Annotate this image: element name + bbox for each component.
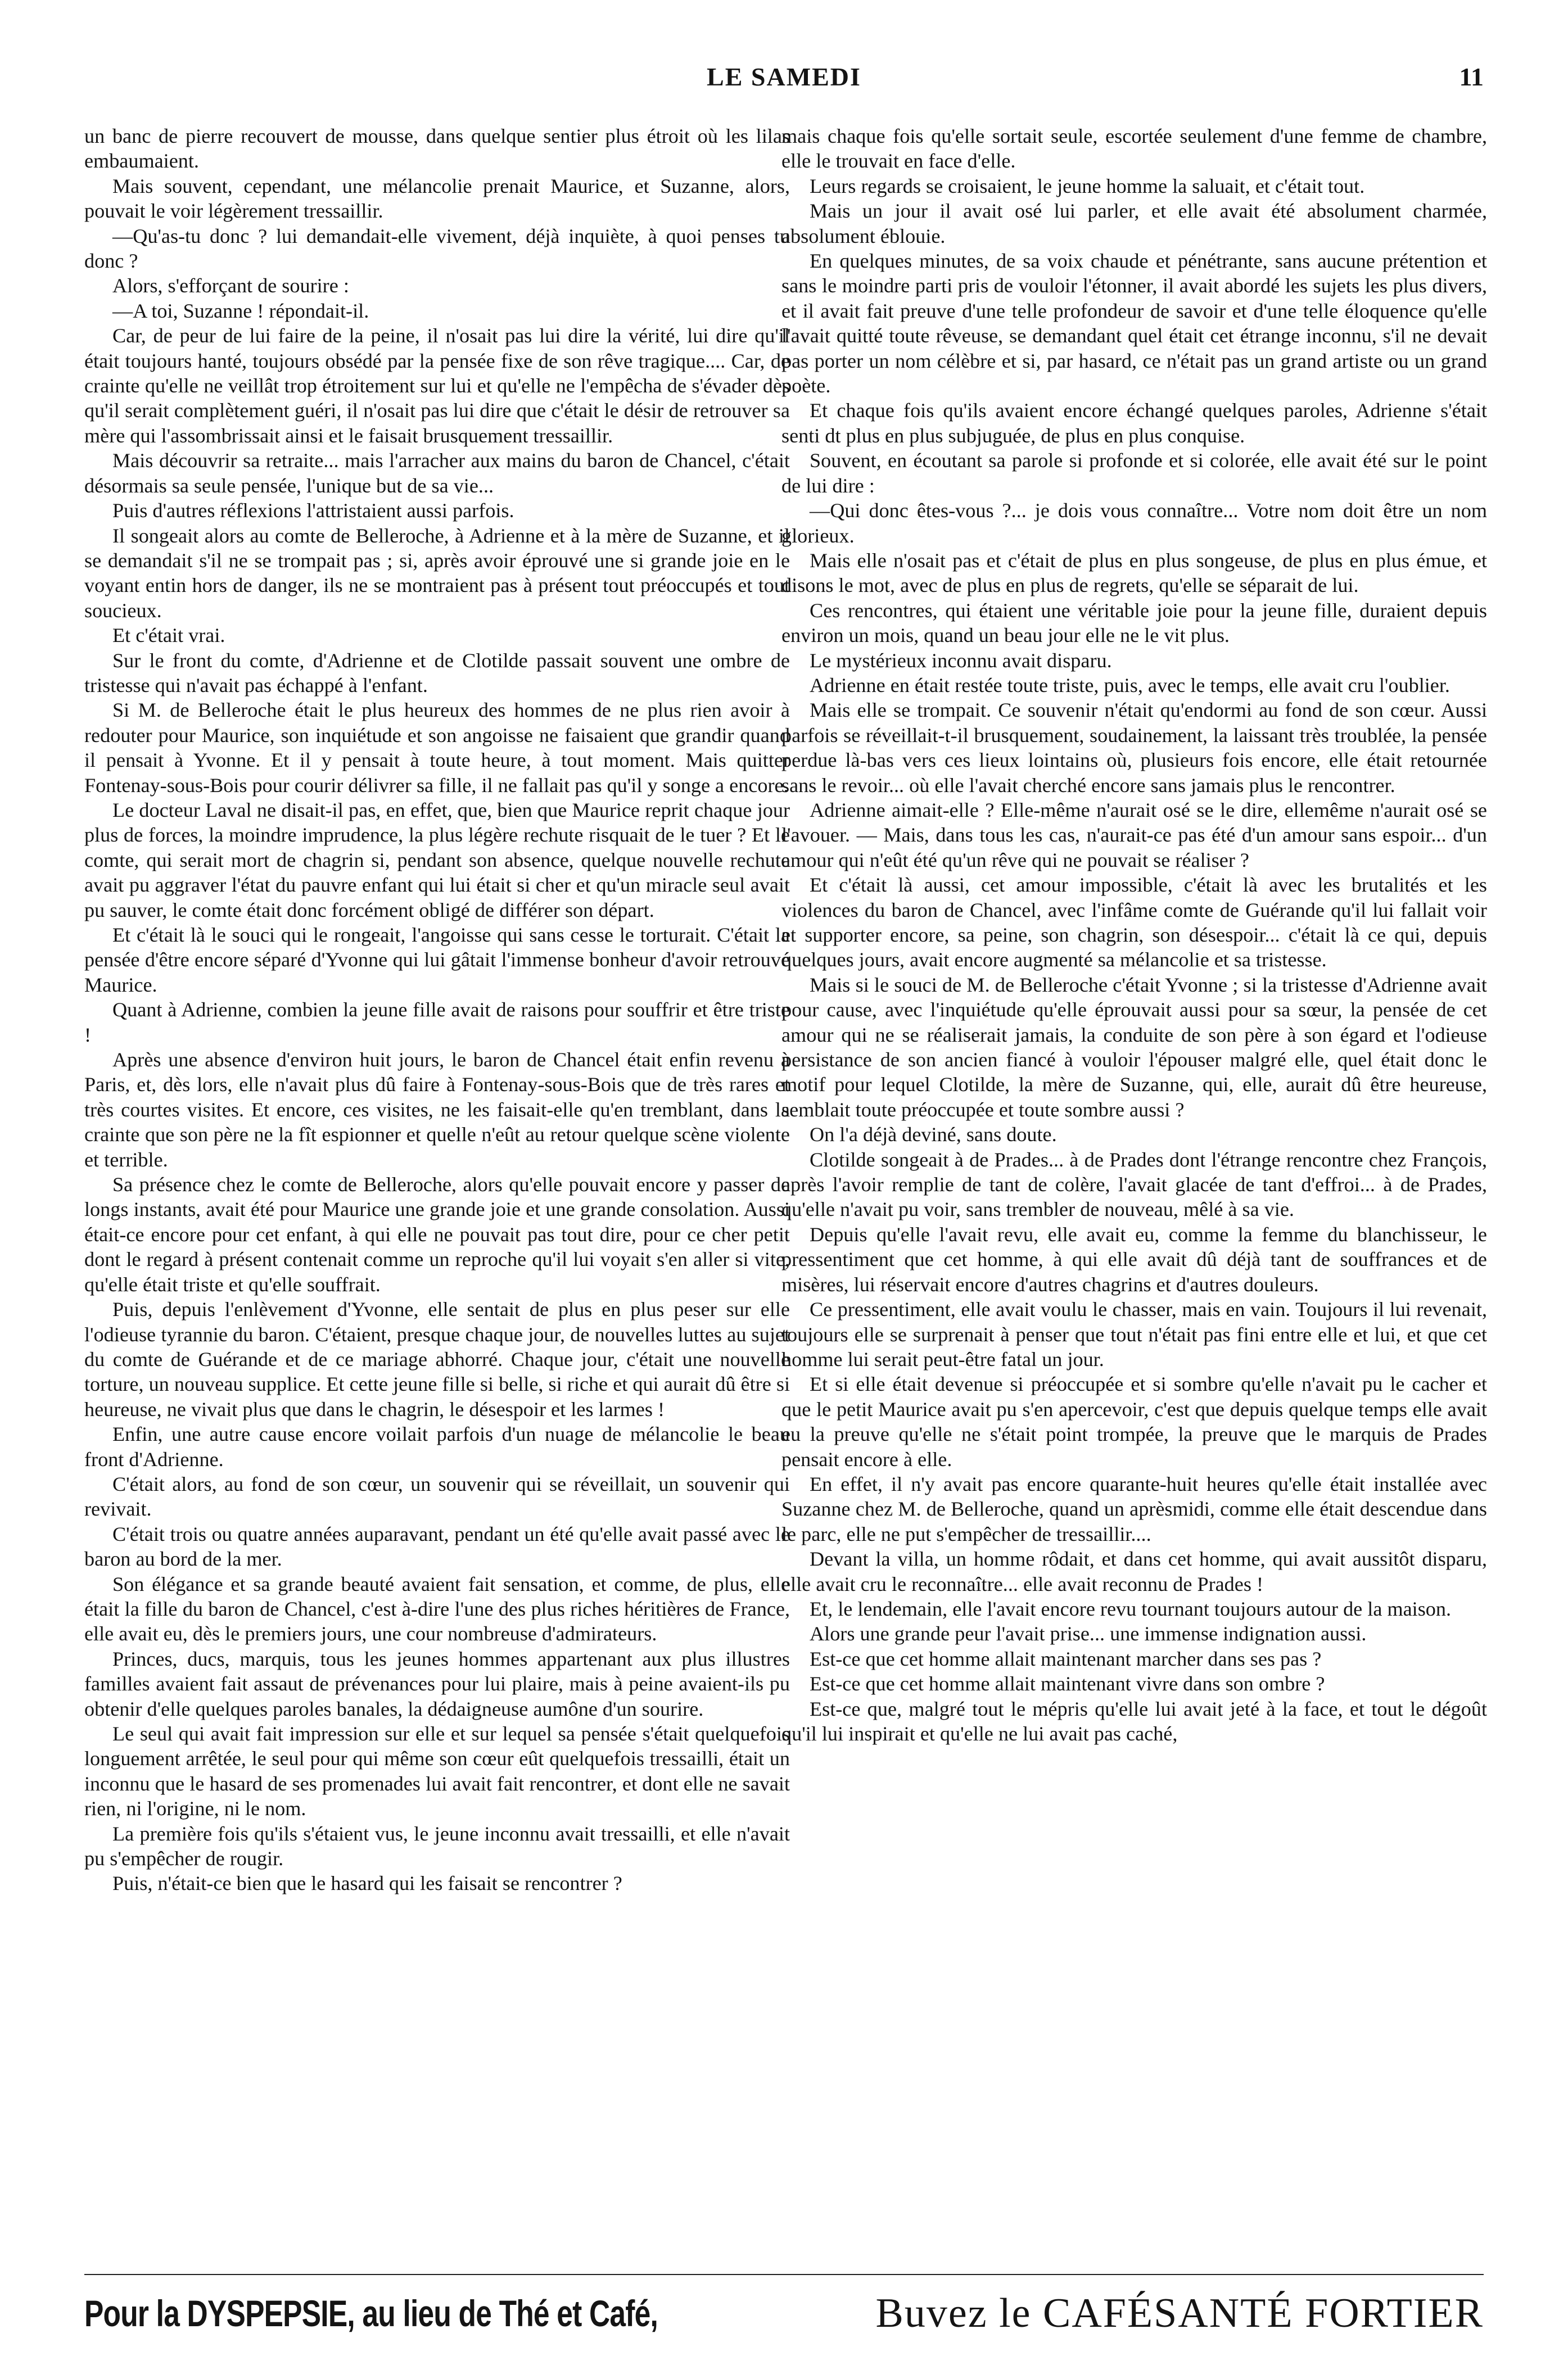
right-column-paragraph: Est-ce que cet homme allait maintenant vivre dans son ombre ?	[810, 1672, 1325, 1695]
left-column-paragraph: Sur le front du comte, d'Adrienne et de Clotilde passait souvent une ombre de tristesse qui n'avait pas échappé à l'enfant.	[84, 649, 790, 697]
right-column-paragraph: Et si elle était devenue si préoccupée et si sombre qu'elle n'avait pu le cacher et que le petit Maurice avait pu s'en apercevoir, c'est que depuis quelque temps elle avait eu la preuve qu'elle ne s'était point trompée, la preuve que le marquis de Prades pensait encore à elle.	[781, 1373, 1487, 1471]
right-column-paragraph: Mais elle n'osait pas et c'était de plus en plus songeuse, de plus en plus émue, et disons le mot, avec de plus en plus de regrets, qu'elle se séparait de lui.	[781, 549, 1487, 597]
left-column-paragraph: Puis d'autres réflexions l'attristaient aussi parfois.	[112, 499, 514, 522]
left-column-paragraph: —A toi, Suzanne ! répondait-il.	[112, 299, 369, 322]
left-column-paragraph: Sa présence chez le comte de Belleroche, alors qu'elle pouvait encore y passer de longs instants, avait été pour Maurice une grande joie et une grande consolation. Aussi était-ce encore pour cet enfant, à qui elle ne pouvait pas tout dire, pour ce cher petit dont le regard à présent contenait comme un reproche qu'il lui voyait s'en aller si vite, qu'elle était triste et qu'elle souffrait.	[84, 1173, 790, 1296]
left-column-paragraph: Puis, n'était-ce bien que le hasard qui les faisait se rencontrer ?	[112, 1872, 622, 1895]
right-column-paragraph: Adrienne aimait-elle ? Elle-même n'aurait osé se le dire, ellemême n'aurait osé se l'avouer. — Mais, dans tous les cas, n'aurait-ce pas été d'un amour sans espoir... d'un amour qui n'eût été qu'un rêve qui ne pouvait se réaliser ?	[781, 798, 1487, 871]
right-column-paragraph: Ces rencontres, qui étaient une véritable joie pour la jeune fille, duraient depuis environ un mois, quand un beau jour elle ne le vit plus.	[781, 599, 1487, 647]
left-column-paragraph: C'était alors, au fond de son cœur, un souvenir qui se réveillait, un souvenir qui revivait.	[84, 1472, 790, 1521]
left-column-paragraph: Et c'était vrai.	[112, 624, 225, 647]
right-column-paragraph: Et chaque fois qu'ils avaient encore échangé quelques paroles, Adrienne s'était senti dt plus en plus subjuguée, de plus en plus conquise.	[781, 399, 1487, 447]
right-column-paragraph: Mais si le souci de M. de Belleroche c'était Yvonne ; si la tristesse d'Adrienne avait pour cause, avec l'inquiétude qu'elle éprouvait aussi pour sa sœur, la pensée de cet amour qui ne se réaliserait jamais, la conduite de son père à son égard et l'odieuse persistance de son ancien fiancé à vouloir l'épouser malgré elle, quel était donc le motif pour lequel Clotilde, la mère de Suzanne, qui, elle, aurait dû être heureuse, semblait toute préoccupée et toute sombre aussi ?	[781, 973, 1487, 1121]
newspaper-title: LE SAMEDI	[707, 62, 861, 91]
right-column	[781, 124, 1487, 2243]
left-column-paragraph: Son élégance et sa grande beauté avaient fait sensation, et comme, de plus, elle était la fille du baron de Chancel, c'est à-dire l'une des plus riches héritières de France, elle avait eu, dès le premiers jours, une cour nombreuse d'admirateurs.	[84, 1572, 790, 1645]
right-column-paragraph: mais chaque fois qu'elle sortait seule, escortée seulement d'une femme de chambre, elle le trouvait en face d'elle.	[781, 125, 1487, 173]
ad-text-cafesante: Buvez le CAFÉSANTÉ FORTIER	[875, 2290, 1484, 2336]
right-column-paragraph: Mais un jour il avait osé lui parler, et elle avait été absolument charmée, absolument éblouie.	[781, 200, 1487, 247]
left-column-paragraph: un banc de pierre recouvert de mousse, dans quelque sentier plus étroit où les lilas embaumaient.	[84, 125, 790, 173]
right-column-paragraph: —Qui donc êtes-vous ?... je dois vous connaître... Votre nom doit être un nom glorieux.	[781, 499, 1487, 547]
right-column-paragraph: Devant la villa, un homme rôdait, et dans cet homme, qui avait aussitôt disparu, elle avait cru le reconnaître... elle avait reconnu de Prades !	[781, 1548, 1487, 1595]
left-column-paragraph: Mais souvent, cependant, une mélancolie prenait Maurice, et Suzanne, alors, pouvait le voir légèrement tressaillir.	[84, 174, 790, 223]
right-column-paragraph: Le mystérieux inconnu avait disparu.	[810, 649, 1112, 672]
right-column-paragraph: Ce pressentiment, elle avait voulu le chasser, mais en vain. Toujours il lui revenait, toujours elle se surprenait à penser que tout n'était pas fini entre elle et lui, et que cet homme lui serait peut-être fatal un jour.	[781, 1298, 1487, 1371]
separator-rule	[84, 2274, 1484, 2275]
left-column-paragraph: Princes, ducs, marquis, tous les jeunes hommes appartenant aux plus illustres familles avaient fait assaut de prévenances pour lui plaire, mais à peine avaient-ils pu obtenir d'elle quelques paroles banales, la dédaigneuse aumône d'un sourire.	[84, 1647, 790, 1720]
left-column-paragraph: Mais découvrir sa retraite... mais l'arracher aux mains du baron de Chancel, c'était désormais sa seule pensée, l'unique but de sa vie...	[84, 449, 790, 497]
left-column-paragraph: Quant à Adrienne, combien la jeune fille avait de raisons pour souffrir et être triste !	[84, 998, 790, 1046]
right-column-paragraph: Et c'était là aussi, cet amour impossible, c'était là avec les brutalités et les violences du baron de Chancel, avec l'infâme comte de Guérande qu'il lui fallait voir et supporter encore, sa peine, son chagrin, son désespoir... c'était là ce qui, depuis quelques jours, avait encore augmenté sa mélancolie et sa tristesse.	[781, 874, 1487, 971]
right-column-paragraph: Souvent, en écoutant sa parole si profonde et si colorée, elle avait été sur le point de lui dire :	[781, 449, 1487, 497]
right-column-paragraph: Clotilde songeait à de Prades... à de Prades dont l'étrange rencontre chez François, après l'avoir remplie de tant de colère, l'avait glacée de tant d'effroi... à de Prades, qu'elle n'avait pu voir, sans trembler de nouveau, mêlé à sa vie.	[781, 1148, 1487, 1221]
left-column-paragraph: Et c'était là le souci qui le rongeait, l'angoisse qui sans cesse le torturait. C'était la pensée d'être encore séparé d'Yvonne qui lui gâtait l'immense bonheur d'avoir retrouvé Maurice.	[84, 924, 790, 996]
page-number: 11	[1459, 62, 1484, 91]
right-column-paragraph: Leurs regards se croisaient, le jeune homme la saluait, et c'était tout.	[810, 174, 1365, 197]
right-column-paragraph: On l'a déjà deviné, sans doute.	[810, 1123, 1057, 1146]
ad-text-dyspepsie: Pour la DYSPEPSIE, au lieu de Thé et Café,	[84, 2292, 658, 2334]
right-column-paragraph: Alors une grande peur l'avait prise... une immense indignation aussi.	[810, 1622, 1367, 1645]
left-column-paragraph: Car, de peur de lui faire de la peine, il n'osait pas lui dire la vérité, lui dire qu'il était toujours hanté, toujours obsédé par la pensée fixe de son rêve tragique.... Car, de crainte qu'elle ne veillât trop étroitement sur lui et qu'elle ne l'empêcha de s'évader dès qu'il serait complètement guéri, il n'osait pas lui dire que c'était le désir de retrouver sa mère qui l'assombrissait ainsi et le faisait brusquement tressaillir.	[84, 324, 790, 447]
right-column-paragraph: Depuis qu'elle l'avait revu, elle avait eu, comme la femme du blanchisseur, le pressentiment que cet homme, à qui elle avait dû déjà tant de souffrances et de misères, lui réservait encore d'autres chagrins et d'autres douleurs.	[781, 1223, 1487, 1296]
right-column-paragraph: Adrienne en était restée toute triste, puis, avec le temps, elle avait cru l'oublier.	[810, 673, 1450, 697]
right-column-paragraph: Est-ce que, malgré tout le mépris qu'elle lui avait jeté à la face, et tout le dégoût qu'il lui inspirait et qu'elle ne lui avait pas caché,	[781, 1697, 1487, 1745]
left-column-paragraph: Le docteur Laval ne disait-il pas, en effet, que, bien que Maurice reprit chaque jour plus de forces, la moindre imprudence, la plus légère rechute risquait de le tuer ? Et le comte, qui serait mort de chagrin si, pendant son absence, quelque nouvelle rechute avait pu aggraver l'état du pauvre enfant qui lui était si cher et qu'un miracle seul avait pu sauver, le comte était donc forcément obligé de différer son départ.	[84, 798, 790, 921]
advertisement-banner	[84, 2282, 1484, 2344]
right-column-paragraph: Et, le lendemain, elle l'avait encore revu tournant toujours autour de la maison.	[810, 1597, 1452, 1620]
left-column-paragraph: C'était trois ou quatre années auparavant, pendant un été qu'elle avait passé avec le baron au bord de la mer.	[84, 1522, 790, 1571]
left-column-paragraph: La première fois qu'ils s'étaient vus, le jeune inconnu avait tressailli, et elle n'avait pu s'empêcher de rougir.	[84, 1822, 790, 1870]
left-column-paragraph: Le seul qui avait fait impression sur elle et sur lequel sa pensée s'était quelquefois longuement arrêtée, le seul pour qui même son cœur eût quelquefois tressailli, était un inconnu que le hasard de ses promenades lui avait fait rencontrer, et dont elle ne savait rien, ni l'origine, ni le nom.	[84, 1722, 790, 1820]
right-column-paragraph: Mais elle se trompait. Ce souvenir n'était qu'endormi au fond de son cœur. Aussi parfois se réveillait-t-il brusquement, soudainement, la laissant très troublée, la pensée perdue là-bas vers ces lieux lointains où, plusieurs fois encore, elle était retournée sans le revoir... où elle l'avait cherché encore sans jamais plus le rencontrer.	[781, 699, 1487, 797]
left-column-paragraph: Puis, depuis l'enlèvement d'Yvonne, elle sentait de plus en plus peser sur elle l'odieuse tyrannie du baron. C'étaient, presque chaque jour, de nouvelles luttes au sujet du comte de Guérande et de ce mariage abhorré. Chaque jour, c'était une nouvelle torture, un nouveau supplice. Et cette jeune fille si belle, si riche et qui aurait dû être si heureuse, ne vivait plus que dans le chagrin, le désespoir et les larmes !	[84, 1298, 790, 1421]
left-column-paragraph: Après une absence d'environ huit jours, le baron de Chancel était enfin revenu à Paris, et, dès lors, elle n'avait plus dû faire à Fontenay-sous-Bois que de très rares et très courtes visites. Et encore, ces visites, ne les faisait-elle qu'en tremblant, dans la crainte que son père ne la fît espionner et quelle n'eût au retour quelque scène violente et terrible.	[84, 1048, 790, 1171]
left-column-paragraph: Alors, s'efforçant de sourire :	[112, 274, 349, 297]
left-column-paragraph: Il songeait alors au comte de Belleroche, à Adrienne et à la mère de Suzanne, et il se demandait s'il ne se trompait pas ; si, après avoir éprouvé une si grande joie en le voyant entin hors de danger, ils ne se montraient pas à présent tout préoccupés et tout soucieux.	[84, 524, 790, 622]
left-column-paragraph: Si M. de Belleroche était le plus heureux des hommes de ne plus rien avoir à redouter pour Maurice, son inquiétude et son angoisse ne faisaient que grandir quand il pensait à Yvonne. Et il y pensait à toute heure, à tout moment. Mais quitter Fontenay-sous-Bois pour courir délivrer sa fille, il ne fallait pas qu'il y songe a encore.	[84, 699, 790, 797]
left-column	[84, 124, 790, 2243]
left-column-paragraph: —Qu'as-tu donc ? lui demandait-elle vivement, déjà inquiète, à quoi penses tu donc ?	[84, 224, 790, 273]
page-header	[84, 62, 1484, 112]
right-column-paragraph: En effet, il n'y avait pas encore quarante-huit heures qu'elle était installée avec Suzanne chez M. de Belleroche, quand un aprèsmidi, comme elle était descendue dans le parc, elle ne put s'empêcher de tressaillir....	[781, 1472, 1487, 1545]
left-column-paragraph: Enfin, une autre cause encore voilait parfois d'un nuage de mélancolie le beau front d'Adrienne.	[84, 1423, 790, 1471]
right-column-paragraph: En quelques minutes, de sa voix chaude et pénétrante, sans aucune prétention et sans le moindre parti pris de vouloir l'étonner, il avait abordé les sujets les plus divers, et il avait fait preuve d'une telle profondeur de savoir et d'une telle éloquence qu'elle l'avait quitté toute rêveuse, se demandant quel était cet étrange inconnu, s'il ne devait pas porter un nom célèbre et si, par hasard, ce n'était pas un grand artiste ou un grand poète.	[781, 250, 1487, 397]
right-column-paragraph: Est-ce que cet homme allait maintenant marcher dans ses pas ?	[810, 1647, 1322, 1670]
